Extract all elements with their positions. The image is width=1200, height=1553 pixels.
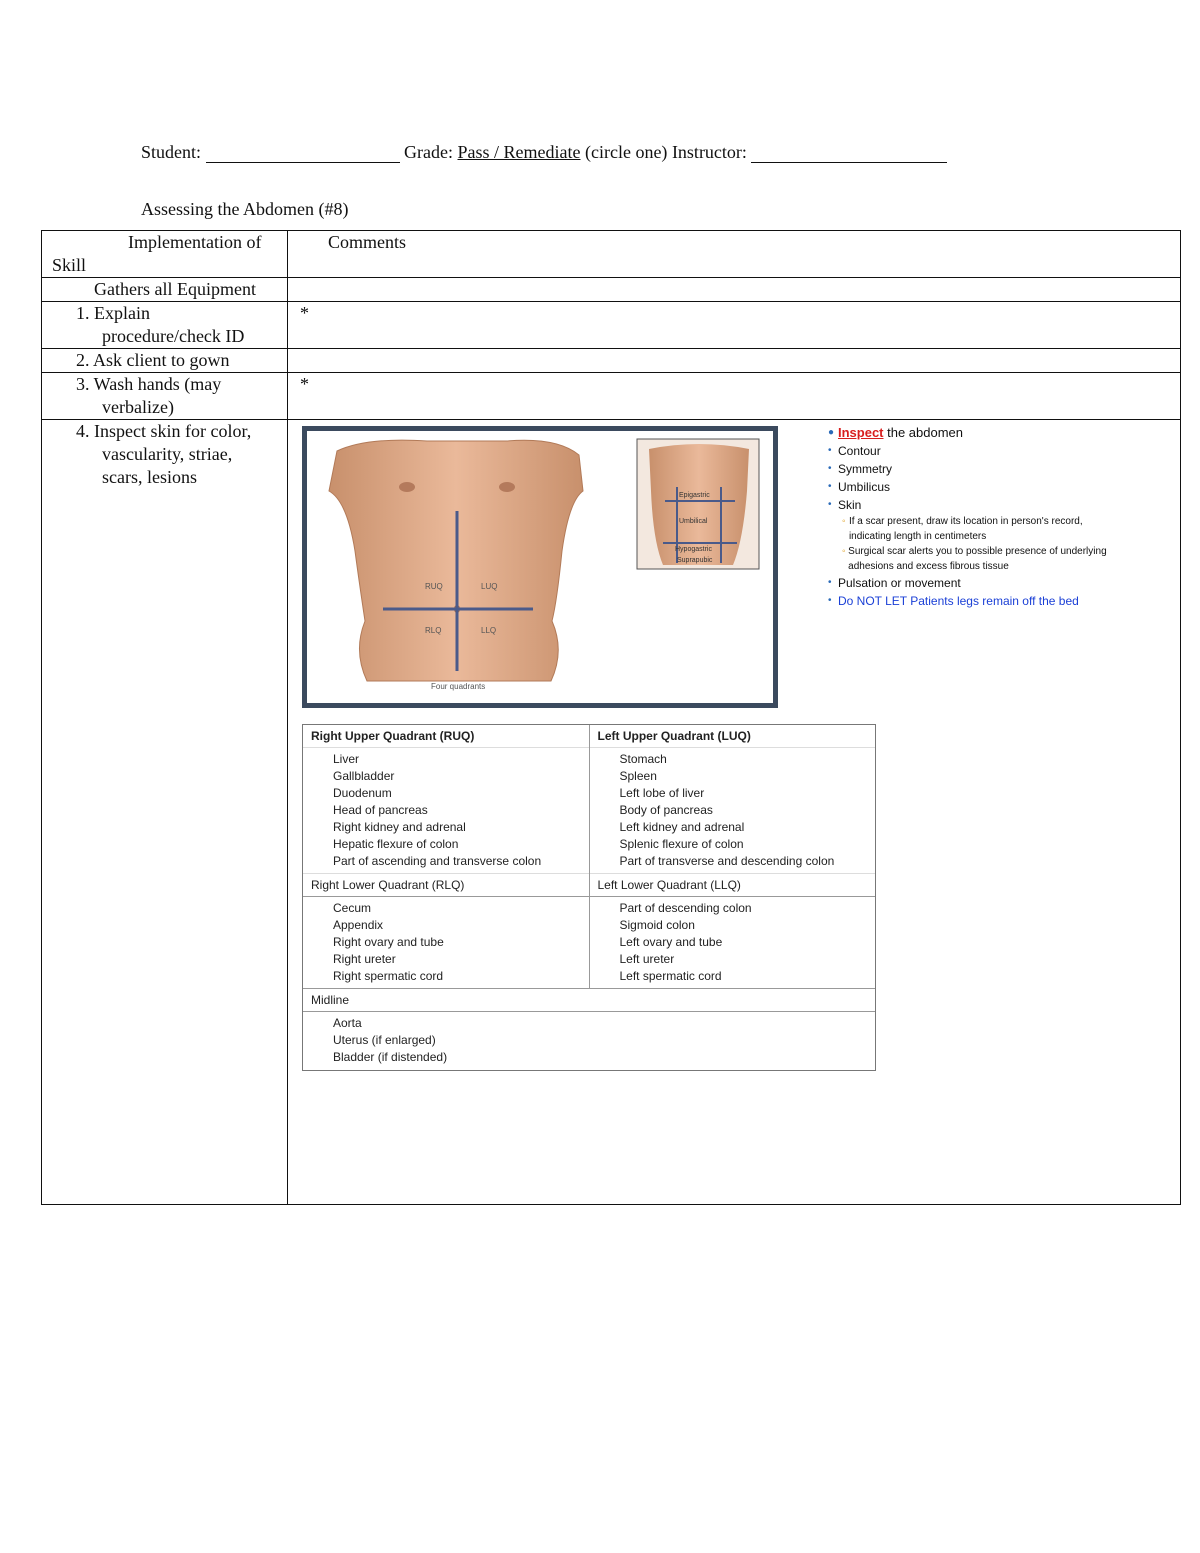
inspect-item-text: Symmetry	[838, 462, 892, 476]
sub-bullet-icon: ◦	[842, 546, 846, 557]
skill-text-c: scars, lesions	[102, 467, 197, 487]
table-row	[42, 302, 1181, 349]
skill-cell	[42, 349, 288, 373]
rlq-cell	[303, 897, 589, 988]
list-item: Hepatic flexure of colon	[333, 837, 459, 851]
skill-text: Gathers all Equipment	[94, 279, 256, 299]
list-item: Stomach	[619, 752, 667, 766]
skill-text-b: vascularity, striae,	[102, 444, 233, 464]
sub-bullet-icon: ◦	[842, 516, 846, 527]
skill-cell	[42, 278, 288, 302]
skill-cell	[42, 373, 288, 420]
bullet-icon: •	[828, 445, 832, 456]
comment-cell-visual	[288, 420, 1181, 1205]
inspect-lead	[828, 424, 1108, 442]
list-item: Duodenum	[333, 786, 392, 800]
list-item: Splenic flexure of colon	[619, 837, 744, 851]
inset-figure	[637, 439, 759, 569]
table-header-row	[42, 231, 1181, 278]
list-item: Part of descending colon	[619, 901, 752, 915]
ruq-title: Right Upper Quadrant (RUQ)	[311, 729, 475, 743]
quadrant-label-ruq: RUQ	[425, 582, 443, 591]
list-item: Uterus (if enlarged)	[333, 1033, 436, 1047]
list-item: Liver	[333, 752, 360, 766]
list-item: Left ureter	[619, 952, 675, 966]
ruq-list	[303, 747, 589, 873]
inset-label-hypogastric: Hypogastric	[675, 546, 712, 553]
inspect-item	[828, 460, 1108, 478]
header-line	[141, 142, 947, 163]
abdomen-figure	[302, 426, 778, 708]
chest-mark-right	[499, 482, 515, 492]
list-item: Sigmoid colon	[619, 918, 695, 932]
figure-caption: Four quadrants	[431, 682, 486, 691]
list-item: Left spermatic cord	[619, 969, 722, 983]
comment-cell[interactable]	[288, 302, 1181, 349]
llq-title: Left Lower Quadrant (LLQ)	[590, 873, 876, 896]
skill-text-a: 1. Explain	[76, 303, 150, 323]
skill-header	[42, 231, 288, 278]
inset-label-suprapubic: Suprapubic	[677, 557, 713, 564]
list-item: Right spermatic cord	[333, 969, 444, 983]
quadrant-label-llq: LLQ	[481, 626, 497, 635]
bullet-icon: •	[828, 463, 832, 474]
inspect-item	[828, 478, 1108, 496]
skin-note-text: Surgical scar alerts you to possible presence of underlying adhesions and excess fibrous tissue	[848, 546, 1107, 572]
warning-item	[828, 592, 1108, 610]
list-item: Bladder (if distended)	[333, 1050, 448, 1064]
skill-cell	[42, 420, 288, 1205]
organs-table	[302, 724, 876, 1071]
quadrant-label-luq: LUQ	[481, 582, 498, 591]
skill-cell	[42, 302, 288, 349]
llq-list	[590, 897, 876, 988]
list-item: Body of pancreas	[619, 803, 713, 817]
luq-cell	[589, 725, 876, 896]
list-item: Gallbladder	[333, 769, 395, 783]
list-item: Part of transverse and descending colon	[619, 854, 835, 868]
inspect-item-text: Umbilicus	[838, 480, 891, 494]
comment-cell[interactable]	[288, 349, 1181, 373]
torso-illustration	[307, 431, 773, 703]
list-item: Head of pancreas	[333, 803, 428, 817]
quadrant-label-rlq: RLQ	[425, 626, 442, 635]
grade-options[interactable]: Pass / Remediate	[457, 142, 581, 162]
skill-text: 2. Ask client to gown	[76, 350, 230, 370]
student-blank[interactable]	[206, 144, 400, 163]
rlq-title: Right Lower Quadrant (RLQ)	[303, 873, 589, 896]
midline-title: Midline	[311, 993, 350, 1007]
table-row	[42, 373, 1181, 420]
list-item: Appendix	[333, 918, 384, 932]
page-title: Assessing the Abdomen (#8)	[141, 199, 349, 219]
student-label: Student:	[141, 142, 202, 162]
comment-cell[interactable]	[288, 373, 1181, 420]
bullet-icon: •	[828, 499, 832, 510]
inspect-notes	[828, 424, 1108, 610]
inset-label-epigastric: Epigastric	[679, 492, 710, 499]
rlq-list	[303, 897, 589, 988]
inspect-item-text: Contour	[838, 444, 881, 458]
list-item: Part of ascending and transverse colon	[333, 854, 542, 868]
inspect-emph: Inspect	[838, 425, 884, 440]
midline-list	[303, 1011, 875, 1070]
ruq-cell	[303, 725, 589, 896]
warning-text: Do NOT LET Patients legs remain off the bed	[838, 594, 1079, 608]
circle-note: (circle one)	[584, 142, 668, 162]
list-item: Right kidney and adrenal	[333, 820, 466, 834]
list-item: Spleen	[619, 769, 657, 783]
organs-upper-row	[303, 725, 875, 896]
list-item: Left lobe of liver	[619, 786, 705, 800]
skill-text-b: procedure/check ID	[102, 326, 245, 346]
inspect-item	[828, 574, 1108, 592]
midline-section	[303, 988, 875, 1070]
inspect-item	[828, 442, 1108, 460]
skill-header-a: Implementation of	[128, 232, 262, 252]
list-item: Right ureter	[333, 952, 396, 966]
luq-title: Left Upper Quadrant (LUQ)	[597, 729, 751, 743]
comment-cell[interactable]	[288, 278, 1181, 302]
llq-cell	[589, 897, 876, 988]
skill-header-b: Skill	[52, 255, 87, 275]
inspect-item-text: Skin	[838, 498, 862, 512]
list-item: Aorta	[333, 1016, 362, 1030]
skin-note-text: If a scar present, draw its location in person's record, indicating length in centimeters	[848, 516, 1083, 542]
bullet-icon: ●	[828, 427, 835, 438]
table-row	[42, 420, 1181, 1205]
list-item: Cecum	[333, 901, 372, 915]
chest-mark-left	[399, 482, 415, 492]
bullet-icon: •	[828, 577, 832, 588]
skin-note	[828, 544, 1108, 574]
list-item: Right ovary and tube	[333, 935, 444, 949]
table-row	[42, 278, 1181, 302]
bullet-icon: •	[828, 481, 832, 492]
luq-list	[590, 747, 876, 873]
inspect-rest: the abdomen	[883, 425, 964, 440]
organs-lower-row	[303, 896, 875, 988]
comment-asterisk: *	[300, 303, 309, 323]
list-item: Left ovary and tube	[619, 935, 723, 949]
inset-label-umbilical: Umbilical	[679, 518, 708, 525]
instructor-blank[interactable]	[751, 144, 947, 163]
skill-text-b: verbalize)	[102, 397, 174, 417]
skin-note	[828, 514, 1108, 544]
instructor-label: Instructor:	[671, 142, 747, 162]
pulsation-text: Pulsation or movement	[838, 576, 961, 590]
comments-header-label: Comments	[328, 232, 407, 252]
comments-header	[288, 231, 1181, 278]
comment-asterisk: *	[300, 374, 309, 394]
skill-text-a: 4. Inspect skin for color,	[76, 421, 252, 441]
visual-area	[288, 420, 1180, 1200]
list-item: Left kidney and adrenal	[619, 820, 745, 834]
table-row	[42, 349, 1181, 373]
skill-text-a: 3. Wash hands (may	[76, 374, 222, 394]
skills-table	[41, 230, 1181, 1205]
inspect-item	[828, 496, 1108, 514]
bullet-icon: •	[828, 595, 832, 606]
grade-label: Grade:	[404, 142, 453, 162]
